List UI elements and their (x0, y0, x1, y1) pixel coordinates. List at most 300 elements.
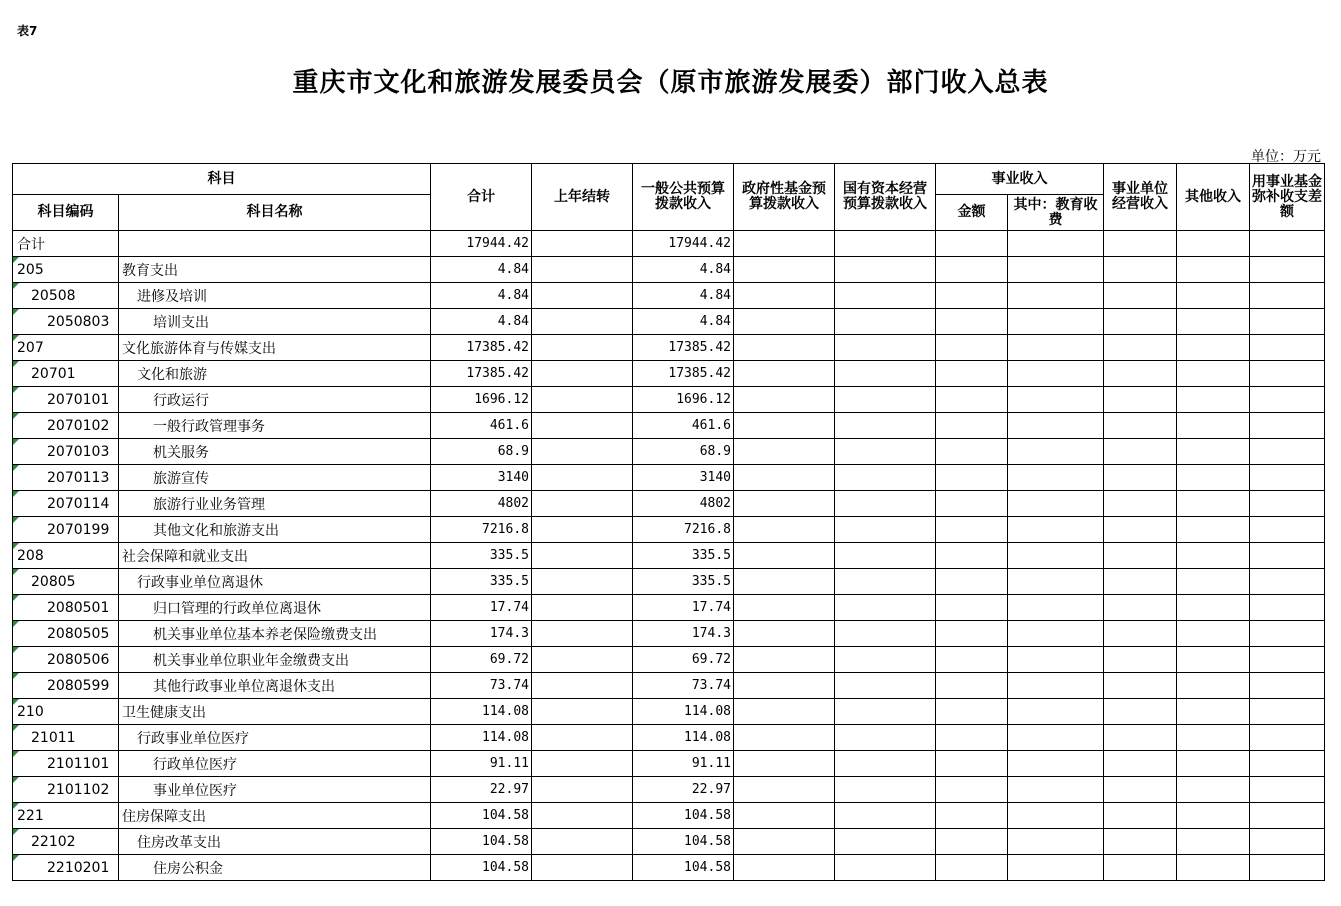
row-state-capital (835, 855, 936, 881)
row-edu-fee (1008, 621, 1104, 647)
row-operating (1104, 231, 1177, 257)
cell-marker-icon (13, 647, 19, 653)
row-other (1177, 699, 1250, 725)
row-other (1177, 751, 1250, 777)
row-total: 104.58 (431, 829, 532, 855)
row-general-budget: 4.84 (633, 309, 734, 335)
row-total: 91.11 (431, 751, 532, 777)
row-carryover (532, 283, 633, 309)
row-code: 221 (13, 803, 119, 829)
cell-marker-icon (13, 803, 19, 809)
table-row (13, 569, 1325, 595)
row-gov-fund (734, 803, 835, 829)
table-row (13, 829, 1325, 855)
row-general-budget: 4802 (633, 491, 734, 517)
row-total: 4.84 (431, 283, 532, 309)
table-row (13, 751, 1325, 777)
row-code: 2070113 (13, 465, 119, 491)
row-name: 住房公积金 (119, 855, 431, 881)
row-other (1177, 673, 1250, 699)
row-operating (1104, 595, 1177, 621)
row-other (1177, 777, 1250, 803)
cell-marker-icon (13, 621, 19, 627)
row-state-capital (835, 543, 936, 569)
row-fund-gap (1250, 829, 1325, 855)
row-operating (1104, 543, 1177, 569)
row-state-capital (835, 231, 936, 257)
row-edu-fee (1008, 647, 1104, 673)
row-state-capital (835, 413, 936, 439)
row-operating (1104, 751, 1177, 777)
row-state-capital (835, 621, 936, 647)
row-general-budget: 3140 (633, 465, 734, 491)
row-total: 104.58 (431, 855, 532, 881)
row-general-budget: 17944.42 (633, 231, 734, 257)
row-carryover (532, 439, 633, 465)
row-edu-fee (1008, 803, 1104, 829)
row-name: 机关服务 (119, 439, 431, 465)
row-general-budget: 104.58 (633, 829, 734, 855)
row-fund-gap (1250, 855, 1325, 881)
row-fund-gap (1250, 647, 1325, 673)
row-gov-fund (734, 569, 835, 595)
row-other (1177, 309, 1250, 335)
table-row (13, 673, 1325, 699)
row-edu-fee (1008, 361, 1104, 387)
row-other (1177, 725, 1250, 751)
row-total: 335.5 (431, 543, 532, 569)
header-subject: 科目 (13, 164, 431, 195)
row-general-budget: 104.58 (633, 803, 734, 829)
row-fund-gap (1250, 231, 1325, 257)
row-general-budget: 22.97 (633, 777, 734, 803)
row-general-budget: 7216.8 (633, 517, 734, 543)
row-amount (936, 387, 1008, 413)
row-amount (936, 517, 1008, 543)
row-edu-fee (1008, 465, 1104, 491)
row-name: 其他文化和旅游支出 (119, 517, 431, 543)
row-operating (1104, 621, 1177, 647)
row-edu-fee (1008, 387, 1104, 413)
row-state-capital (835, 699, 936, 725)
row-operating (1104, 465, 1177, 491)
row-state-capital (835, 517, 936, 543)
table-row (13, 777, 1325, 803)
row-general-budget: 73.74 (633, 673, 734, 699)
cell-marker-icon (13, 673, 19, 679)
row-fund-gap (1250, 283, 1325, 309)
row-amount (936, 647, 1008, 673)
row-edu-fee (1008, 595, 1104, 621)
row-other (1177, 829, 1250, 855)
row-carryover (532, 673, 633, 699)
row-name: 行政单位医疗 (119, 751, 431, 777)
header-carryover: 上年结转 (532, 164, 633, 231)
row-name: 住房改革支出 (119, 829, 431, 855)
row-amount (936, 829, 1008, 855)
row-carryover (532, 543, 633, 569)
row-edu-fee (1008, 777, 1104, 803)
row-total: 335.5 (431, 569, 532, 595)
row-edu-fee (1008, 673, 1104, 699)
row-gov-fund (734, 673, 835, 699)
row-name: 住房保障支出 (119, 803, 431, 829)
row-fund-gap (1250, 361, 1325, 387)
row-operating (1104, 361, 1177, 387)
row-amount (936, 231, 1008, 257)
row-code: 2070103 (13, 439, 119, 465)
table-tag: 表7 (17, 24, 38, 38)
row-amount (936, 725, 1008, 751)
row-edu-fee (1008, 413, 1104, 439)
row-edu-fee (1008, 543, 1104, 569)
row-total: 3140 (431, 465, 532, 491)
row-general-budget: 174.3 (633, 621, 734, 647)
row-total: 4.84 (431, 257, 532, 283)
row-carryover (532, 829, 633, 855)
row-gov-fund (734, 751, 835, 777)
row-amount (936, 855, 1008, 881)
row-gov-fund (734, 491, 835, 517)
row-other (1177, 257, 1250, 283)
row-fund-gap (1250, 673, 1325, 699)
row-fund-gap (1250, 725, 1325, 751)
row-carryover (532, 491, 633, 517)
row-carryover (532, 595, 633, 621)
row-name: 事业单位医疗 (119, 777, 431, 803)
header-total: 合计 (431, 164, 532, 231)
row-general-budget: 17385.42 (633, 335, 734, 361)
row-state-capital (835, 595, 936, 621)
row-fund-gap (1250, 699, 1325, 725)
row-carryover (532, 413, 633, 439)
row-state-capital (835, 491, 936, 517)
row-fund-gap (1250, 595, 1325, 621)
row-operating (1104, 335, 1177, 361)
row-carryover (532, 803, 633, 829)
row-total: 174.3 (431, 621, 532, 647)
cell-marker-icon (13, 387, 19, 393)
row-state-capital (835, 777, 936, 803)
row-gov-fund (734, 647, 835, 673)
cell-marker-icon (13, 491, 19, 497)
cell-marker-icon (13, 335, 19, 341)
row-gov-fund (734, 387, 835, 413)
row-amount (936, 777, 1008, 803)
row-carryover (532, 751, 633, 777)
row-amount (936, 309, 1008, 335)
table-row (13, 361, 1325, 387)
row-total: 68.9 (431, 439, 532, 465)
cell-marker-icon (13, 543, 19, 549)
row-state-capital (835, 361, 936, 387)
row-gov-fund (734, 777, 835, 803)
row-carryover (532, 647, 633, 673)
row-code: 22102 (13, 829, 119, 855)
row-name: 进修及培训 (119, 283, 431, 309)
row-other (1177, 517, 1250, 543)
row-carryover (532, 465, 633, 491)
row-amount (936, 465, 1008, 491)
row-operating (1104, 413, 1177, 439)
row-other (1177, 491, 1250, 517)
row-code: 2080505 (13, 621, 119, 647)
cell-marker-icon (13, 829, 19, 835)
row-other (1177, 543, 1250, 569)
row-code: 20805 (13, 569, 119, 595)
row-gov-fund (734, 465, 835, 491)
row-operating (1104, 855, 1177, 881)
row-fund-gap (1250, 491, 1325, 517)
row-fund-gap (1250, 257, 1325, 283)
cell-marker-icon (13, 439, 19, 445)
header-name: 科目名称 (119, 195, 431, 231)
row-name: 行政事业单位医疗 (119, 725, 431, 751)
cell-marker-icon (13, 725, 19, 731)
row-code: 20508 (13, 283, 119, 309)
cell-marker-icon (13, 595, 19, 601)
row-edu-fee (1008, 283, 1104, 309)
row-amount (936, 673, 1008, 699)
row-general-budget: 69.72 (633, 647, 734, 673)
row-edu-fee (1008, 855, 1104, 881)
row-edu-fee (1008, 439, 1104, 465)
row-amount (936, 803, 1008, 829)
row-general-budget: 114.08 (633, 725, 734, 751)
row-fund-gap (1250, 309, 1325, 335)
row-operating (1104, 387, 1177, 413)
row-other (1177, 569, 1250, 595)
row-total: 4.84 (431, 309, 532, 335)
row-edu-fee (1008, 335, 1104, 361)
cell-marker-icon (13, 361, 19, 367)
row-name: 社会保障和就业支出 (119, 543, 431, 569)
row-amount (936, 699, 1008, 725)
table-row (13, 491, 1325, 517)
row-carryover (532, 257, 633, 283)
row-gov-fund (734, 699, 835, 725)
table-row (13, 803, 1325, 829)
row-other (1177, 361, 1250, 387)
row-gov-fund (734, 543, 835, 569)
row-code: 207 (13, 335, 119, 361)
header-state-capital: 国有资本经营预算拨款收入 (835, 164, 936, 231)
row-total: 1696.12 (431, 387, 532, 413)
row-gov-fund (734, 231, 835, 257)
cell-marker-icon (13, 413, 19, 419)
row-operating (1104, 777, 1177, 803)
header-amount: 金额 (936, 195, 1008, 231)
table-row (13, 439, 1325, 465)
table-row (13, 231, 1325, 257)
row-fund-gap (1250, 543, 1325, 569)
row-name: 卫生健康支出 (119, 699, 431, 725)
row-code: 2070199 (13, 517, 119, 543)
row-state-capital (835, 569, 936, 595)
row-code: 合计 (13, 231, 119, 257)
row-name: 教育支出 (119, 257, 431, 283)
row-operating (1104, 439, 1177, 465)
row-general-budget: 104.58 (633, 855, 734, 881)
row-code: 205 (13, 257, 119, 283)
row-edu-fee (1008, 829, 1104, 855)
row-operating (1104, 257, 1177, 283)
row-carryover (532, 855, 633, 881)
row-gov-fund (734, 855, 835, 881)
row-code: 2210201 (13, 855, 119, 881)
row-state-capital (835, 257, 936, 283)
row-other (1177, 465, 1250, 491)
cell-marker-icon (13, 517, 19, 523)
row-other (1177, 335, 1250, 361)
row-general-budget: 4.84 (633, 257, 734, 283)
row-total: 461.6 (431, 413, 532, 439)
row-state-capital (835, 439, 936, 465)
row-fund-gap (1250, 517, 1325, 543)
row-name: 旅游宣传 (119, 465, 431, 491)
row-amount (936, 569, 1008, 595)
row-code: 2070114 (13, 491, 119, 517)
row-general-budget: 68.9 (633, 439, 734, 465)
row-other (1177, 621, 1250, 647)
row-total: 4802 (431, 491, 532, 517)
row-state-capital (835, 751, 936, 777)
row-name: 培训支出 (119, 309, 431, 335)
row-general-budget: 4.84 (633, 283, 734, 309)
row-amount (936, 751, 1008, 777)
row-other (1177, 413, 1250, 439)
cell-marker-icon (13, 569, 19, 575)
cell-marker-icon (13, 309, 19, 315)
cell-marker-icon (13, 751, 19, 757)
row-amount (936, 621, 1008, 647)
header-operating: 事业单位经营收入 (1104, 164, 1177, 231)
row-gov-fund (734, 595, 835, 621)
row-carryover (532, 309, 633, 335)
row-general-budget: 17385.42 (633, 361, 734, 387)
row-amount (936, 491, 1008, 517)
row-fund-gap (1250, 777, 1325, 803)
table-row (13, 257, 1325, 283)
row-total: 17385.42 (431, 335, 532, 361)
row-carryover (532, 777, 633, 803)
row-state-capital (835, 803, 936, 829)
row-operating (1104, 725, 1177, 751)
row-fund-gap (1250, 335, 1325, 361)
row-other (1177, 855, 1250, 881)
row-carryover (532, 335, 633, 361)
income-table (12, 163, 1325, 881)
row-amount (936, 283, 1008, 309)
row-amount (936, 595, 1008, 621)
row-name: 机关事业单位基本养老保险缴费支出 (119, 621, 431, 647)
row-carryover (532, 361, 633, 387)
row-code: 2080506 (13, 647, 119, 673)
header-code: 科目编码 (13, 195, 119, 231)
row-operating (1104, 673, 1177, 699)
row-operating (1104, 647, 1177, 673)
row-total: 69.72 (431, 647, 532, 673)
row-general-budget: 461.6 (633, 413, 734, 439)
row-code: 21011 (13, 725, 119, 751)
row-general-budget: 91.11 (633, 751, 734, 777)
row-amount (936, 543, 1008, 569)
row-name: 归口管理的行政单位离退休 (119, 595, 431, 621)
row-state-capital (835, 673, 936, 699)
table-row (13, 621, 1325, 647)
row-carryover (532, 699, 633, 725)
table-row (13, 387, 1325, 413)
table-row (13, 309, 1325, 335)
table-row (13, 855, 1325, 881)
row-edu-fee (1008, 725, 1104, 751)
row-operating (1104, 309, 1177, 335)
row-code: 208 (13, 543, 119, 569)
table-row (13, 283, 1325, 309)
row-name (119, 231, 431, 257)
row-general-budget: 17.74 (633, 595, 734, 621)
row-name: 旅游行业业务管理 (119, 491, 431, 517)
row-carryover (532, 231, 633, 257)
row-name: 机关事业单位职业年金缴费支出 (119, 647, 431, 673)
cell-marker-icon (13, 777, 19, 783)
row-code: 2070102 (13, 413, 119, 439)
row-general-budget: 114.08 (633, 699, 734, 725)
row-operating (1104, 803, 1177, 829)
row-edu-fee (1008, 257, 1104, 283)
row-general-budget: 335.5 (633, 543, 734, 569)
row-fund-gap (1250, 569, 1325, 595)
row-total: 17385.42 (431, 361, 532, 387)
row-gov-fund (734, 309, 835, 335)
row-code: 20701 (13, 361, 119, 387)
row-edu-fee (1008, 491, 1104, 517)
row-name: 文化和旅游 (119, 361, 431, 387)
row-amount (936, 439, 1008, 465)
row-name: 行政运行 (119, 387, 431, 413)
row-operating (1104, 517, 1177, 543)
table-row (13, 595, 1325, 621)
table-row (13, 543, 1325, 569)
table-row (13, 335, 1325, 361)
row-total: 114.08 (431, 725, 532, 751)
row-amount (936, 361, 1008, 387)
table-row (13, 725, 1325, 751)
row-name: 行政事业单位离退休 (119, 569, 431, 595)
row-gov-fund (734, 829, 835, 855)
row-code: 2101102 (13, 777, 119, 803)
row-other (1177, 595, 1250, 621)
row-operating (1104, 569, 1177, 595)
row-total: 17944.42 (431, 231, 532, 257)
row-other (1177, 387, 1250, 413)
row-carryover (532, 517, 633, 543)
row-edu-fee (1008, 517, 1104, 543)
row-amount (936, 335, 1008, 361)
row-general-budget: 335.5 (633, 569, 734, 595)
row-gov-fund (734, 725, 835, 751)
cell-marker-icon (13, 257, 19, 263)
header-gov-fund: 政府性基金预算拨款收入 (734, 164, 835, 231)
row-carryover (532, 387, 633, 413)
row-state-capital (835, 829, 936, 855)
row-fund-gap (1250, 621, 1325, 647)
cell-marker-icon (13, 465, 19, 471)
row-general-budget: 1696.12 (633, 387, 734, 413)
row-amount (936, 413, 1008, 439)
page-title: 重庆市文化和旅游发展委员会（原市旅游发展委）部门收入总表 (292, 68, 1049, 98)
row-code: 2070101 (13, 387, 119, 413)
